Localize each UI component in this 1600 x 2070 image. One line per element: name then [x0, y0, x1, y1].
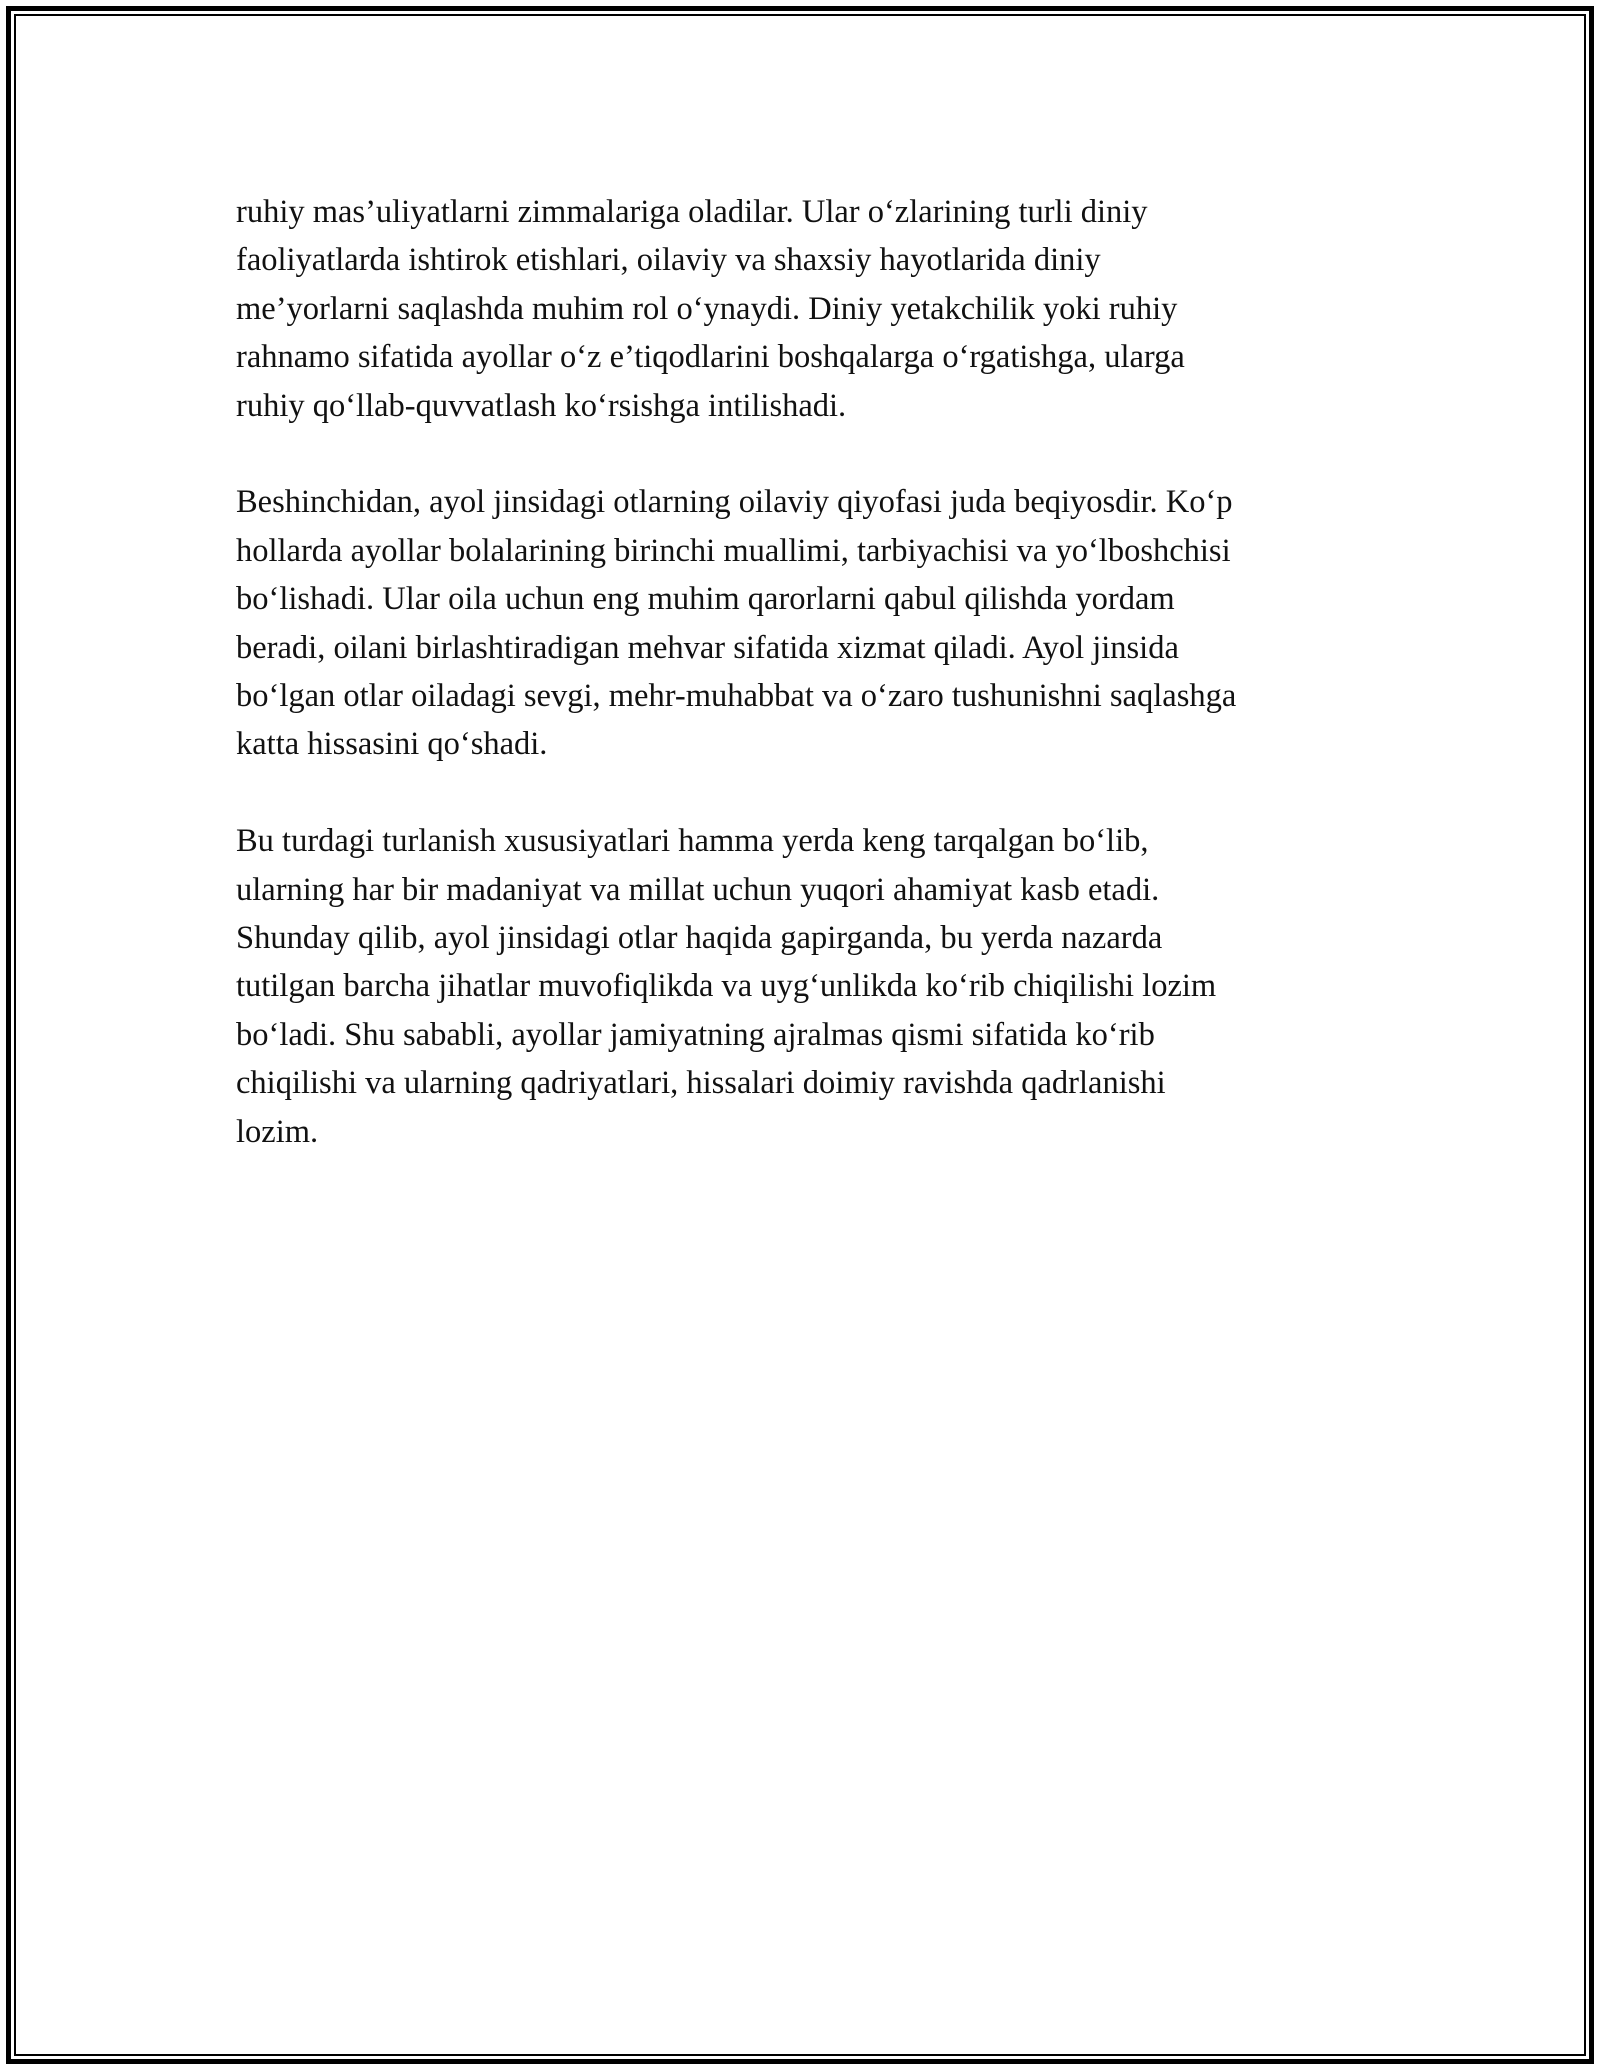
paragraph-2: Beshinchidan, ayol jinsidagi otlarning oilaviy qiyofasi juda beqiyosdir. Ko‘p hollarda ayollar bolalarining birinchi muallimi, tarbiyachisi va yo‘lboshchisi bo‘lishadi. Ular oila uchun eng muhim qarorlarni qabul qilishda yordam beradi, oilani birlashtiradigan mehvar sifatida xizmat qiladi. Ayol jinsida bo‘lgan otlar oiladagi sevgi, mehr-muhabbat va o‘zaro tushunishni saqlashga katta hissasini qo‘shadi.	[236, 484, 1237, 763]
paragraph-1: ruhiy mas’uliyatlarni zimmalariga oladilar. Ular o‘zlarining turli diniy faoliyatlarda ishtirok etishlari, oilaviy va shaxsiy hayotlarida diniy me’yorlarni saqlashda muhim rol o‘ynaydi. Diniy yetakchilik yoki ruhiy rahnamo sifatida ayollar o‘z e’tiqodlarini boshqalarga o‘rgatishga, ularga ruhiy qo‘llab-quvvatlash ko‘rsishga intilishadi.	[236, 194, 1185, 424]
paragraph-3: Bu turdagi turlanish xususiyatlari hamma yerda keng tarqalgan bo‘lib, ularning har bir madaniyat va millat uchun yuqori ahamiyat kasb etadi. Shunday qilib, ayol jinsidagi otlar haqida gapirganda, bu yerda nazarda tutilgan barcha jihatlar muvofiqlikda va uyg‘unlikda ko‘rib chiqilishi lozim bo‘ladi. Shu sababli, ayollar jamiyatning ajralmas qismi sifatida ko‘rib chiqilishi va ularning qadriyatlari, hissalari doimiy ravishda qadrlanishi lozim.	[236, 823, 1217, 1150]
document-body	[236, 188, 1396, 1156]
